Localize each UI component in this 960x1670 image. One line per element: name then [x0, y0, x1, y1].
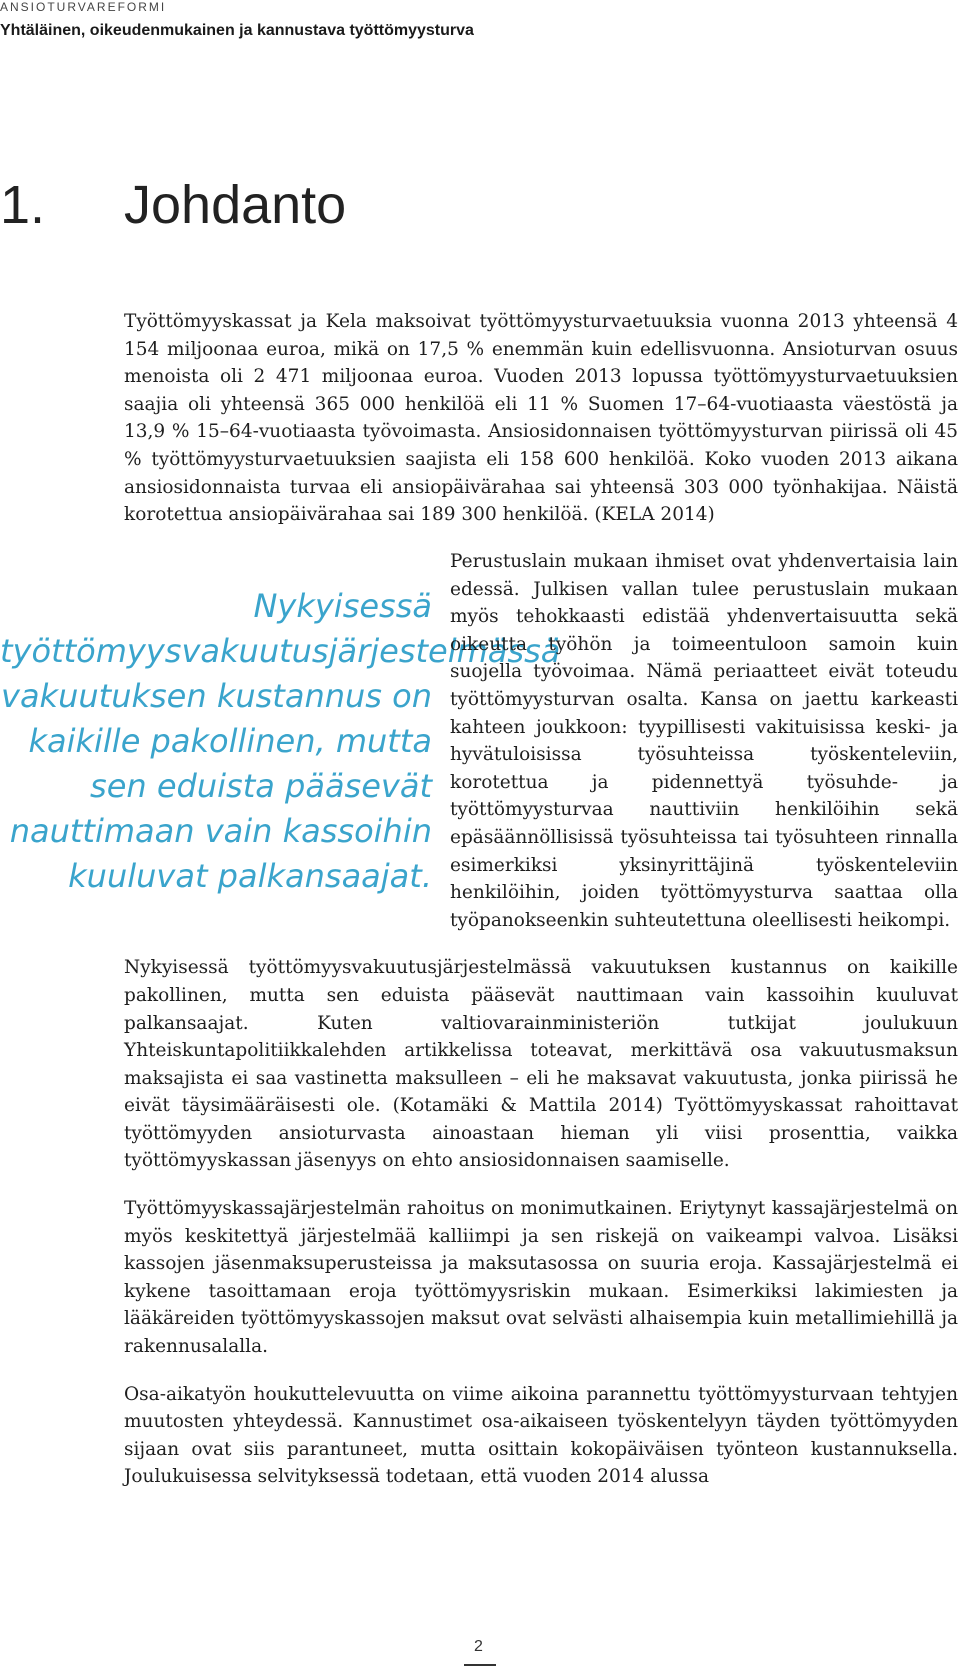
paragraph-insurance: Nykyisessä työttömyysvakuutusjärjestelmässä vakuutuksen kustannus on kaikille pakollinen, mutta sen eduista pääsevät nauttimaan vain kassoihin kuuluvat palkansaajat. Kuten valtiovarainministeriön tutkijat joulukuun Yhteiskuntapolitiikkalehden artikkelissa toteavat, merkittävä osa vakuutusmaksun maksajista ei saa vastinetta maksulleen – eli he maksavat vakuutusta, jonka piirissä he eivät täysimääräisesti ole. (Kotamäki & Mattila 2014) Työttömyyskassat rahoittavat työttömyyden ansioturvasta ainoastaan hieman yli viisi prosenttia, vaikka työttömyyskassan jäsenyys on ehto ansiosidonnaisen saamiselle.	[124, 957, 958, 1172]
paragraph-constitution: Perustuslain mukaan ihmiset ovat yhdenvertaisia lain edessä. Julkisen vallan tulee perustuslain mukaan myös tehokkaasti edistää yhdenvertaisuutta sekä oikeutta työhön ja toimeentuloon samoin kuin suojella työvoimaa. Nämä periaatteet eivät toteudu työttömyysturvan osalta. Kansa on jaettu karkeasti kahteen joukkoon: tyypillisesti vakituisissa keski- ja hyvätuloisissa työsuhteissa työskenteleviin, korotettua ja pidennettyä työsuhde- ja työttömyysturvaa nauttiviin henkilöihin sekä epäsäännöllisissä työsuhteissa tai työsuhteen rinnalla esimerkiksi yksinyrittäjinä työskenteleviin henkilöihin, joiden työttömyysturva saattaa olla työpanokseenkin suhteutettuna oleellisesti heikompi.	[450, 551, 958, 931]
series-title: ANSIOTURVAREFORMI	[0, 0, 167, 14]
chapter-heading	[0, 174, 346, 236]
paragraph-intro: Työttömyyskassat ja Kela maksoivat työttömyysturvaetuuksia vuonna 2013 yhteensä 4 154 miljoonaa euroa, mikä on 17,5 % enemmän kuin edellisvuonna. Ansioturvan osuus menoista oli 2 471 miljoonaa euroa. Vuoden 2013 lopussa työttömyysturvaetuuksien saajia oli yhteensä 365 000 henkilöä eli 11 % Suomen 17–64-vuotiaasta väestöstä ja 13,9 % 15–64-vuotiaasta työvoimasta. Ansiosidonnaisen työttömyysturvan piirissä oli 45 % työttömyysturvaetuuksien saajista eli 158 600 henkilöä. Koko vuoden 2013 aikana ansiosidonnaista turvaa eli ansiopäivärahaa sai yhteensä 303 000 työnhakijaa. Näistä korotettua ansiopäivärahaa sai 189 300 henkilöä. (KELA 2014)	[124, 311, 958, 526]
paragraph-financing: Työttömyyskassajärjestelmän rahoitus on monimutkainen. Eriytynyt kassajärjestelmä on myös keskitettyä järjestelmää kalliimpi ja sen riskejä on vaikeampi valvoa. Lisäksi kassojen jäsenmaksuperusteissa ja maksutasossa on suuria eroja. Kassajärjestelmä ei kykene tasoittamaan eroja työttömyysriskin mukaan. Esimerkiksi lakimiesten ja lääkäreiden työttömyyskassojen maksut ovat selvästi alhaisempia kuin metallimiehillä ja rakennusalalla.	[124, 1198, 958, 1358]
body-flow	[0, 548, 958, 1491]
paragraph-part-time: Osa-aikatyön houkuttelevuutta on viime aikoina parannettu työttömyysturvaan tehtyjen muutosten yhteydessä. Kannustimet osa-aikaiseen työskentelyyn täyden työttömyyden sijaan ovat siis parantuneet, mutta osittain kokopäiväisen työnteon kustannuksella. Joulukuisessa selvityksessä todetaan, että vuoden 2014 alussa	[124, 1383, 958, 1488]
chapter-number: 1.	[0, 175, 46, 236]
document-subtitle: Yhtäläinen, oikeudenmukainen ja kannustava työttömyysturva	[0, 22, 474, 39]
page-number: 2	[474, 1638, 483, 1655]
page-number-underline	[464, 1664, 496, 1666]
pull-quote: Nykyisessä työttömyysvakuutusjärjestelmässä vakuutuksen kustannus on kaikille pakollinen, mutta sen eduista pääsevät nauttimaan vain kassoihin kuuluvat palkansaajat.	[0, 587, 561, 895]
chapter-title: Johdanto	[124, 175, 347, 236]
